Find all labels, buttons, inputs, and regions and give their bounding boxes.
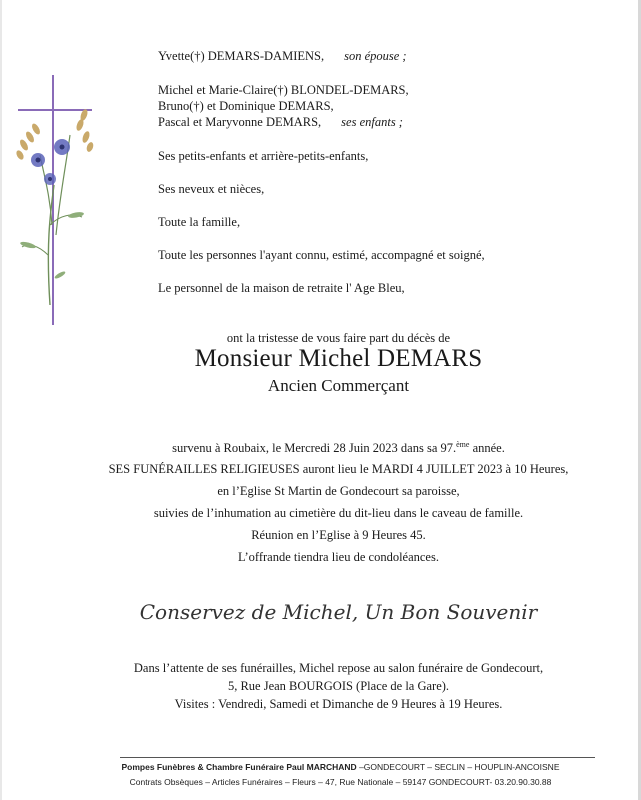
family-child-3 (158, 115, 403, 130)
cross-horizontal-bar (18, 109, 92, 111)
announcement-text: ont la tristesse de vous faire part du décès de (226, 331, 451, 345)
deceased-title: Ancien Commerçant (267, 376, 410, 395)
meeting-info: Réunion en l’Eglise à 9 Heures 45. (251, 528, 426, 542)
offering-info: L’offrande tiendra lieu de condoléances. (238, 550, 439, 564)
death-info-main: survenu à Roubaix, le Mercredi 28 Juin 2023 dans sa 97. (172, 441, 457, 456)
death-info-sup: ème (456, 440, 470, 449)
left-edge-shadow (0, 0, 2, 800)
footer-divider (120, 757, 595, 758)
footer-locations: –GONDECOURT – SECLIN – HOUPLIN-ANCOISNE (356, 762, 560, 772)
footer-line-2: Contrats Obsèques – Articles Funéraires – Fleurs – 47, Rue Nationale – 59147 GONDECOURT- 03.20.90.30.88 (129, 777, 552, 787)
family-child-1: Michel et Marie-Claire(†) BLONDEL-DEMARS, (158, 83, 409, 97)
deceased-name: Monsieur Michel DEMARS (194, 345, 483, 372)
viewing-line-2: 5, Rue Jean BOURGOIS (Place de la Gare). (227, 679, 450, 693)
footer-line-1 (20, 762, 641, 772)
death-info-end: année. (469, 441, 505, 456)
family-acquaintances: Toute les personnes l'ayant connu, estimé, accompagné et soigné, (158, 248, 485, 262)
viewing-line-3: Visites : Vendredi, Samedi et Dimanche de 9 Heures à 19 Heures. (174, 697, 503, 711)
souvenir-text: Conservez de Michel, Un Bon Souvenir (139, 600, 538, 624)
death-info (18, 440, 641, 456)
spouse-role: son épouse ; (344, 49, 407, 63)
footer-company: Pompes Funèbres & Chambre Funéraire Paul MARCHAND (121, 762, 357, 772)
family-nephews: Ses neveux et nièces, (158, 182, 265, 196)
cornflower-3 (44, 173, 56, 185)
viewing-line-1: Dans l’attente de ses funérailles, Michel repose au salon funéraire de Gondecourt, (133, 661, 544, 675)
family-retirement-home: Le personnel de la maison de retraite l' Age Bleu, (158, 281, 405, 295)
cross-flowers-illustration (10, 75, 100, 325)
children-role: ses enfants ; (341, 115, 403, 129)
wheat-right (75, 108, 94, 152)
church-info: en l’Eglise St Martin de Gondecourt sa paroisse, (217, 484, 460, 498)
family-grandchildren: Ses petits-enfants et arrière-petits-enfants, (158, 149, 369, 163)
funeral-info: SES FUNÉRAILLES RELIGIEUSES auront lieu le MARDI 4 JUILLET 2023 à 10 Heures, (108, 462, 569, 476)
burial-info: suivies de l’inhumation au cimetière du dit-lieu dans le caveau de famille. (153, 506, 524, 520)
cornflower-1 (31, 153, 45, 167)
cornflower-2 (54, 139, 70, 155)
child-3-name: Pascal et Maryvonne DEMARS, (158, 115, 322, 129)
spouse-name: Yvette(†) DEMARS-DAMIENS, (158, 49, 325, 63)
family-spouse (158, 49, 407, 64)
family-child-2: Bruno(†) et Dominique DEMARS, (158, 99, 334, 113)
family-all: Toute la famille, (158, 215, 241, 229)
